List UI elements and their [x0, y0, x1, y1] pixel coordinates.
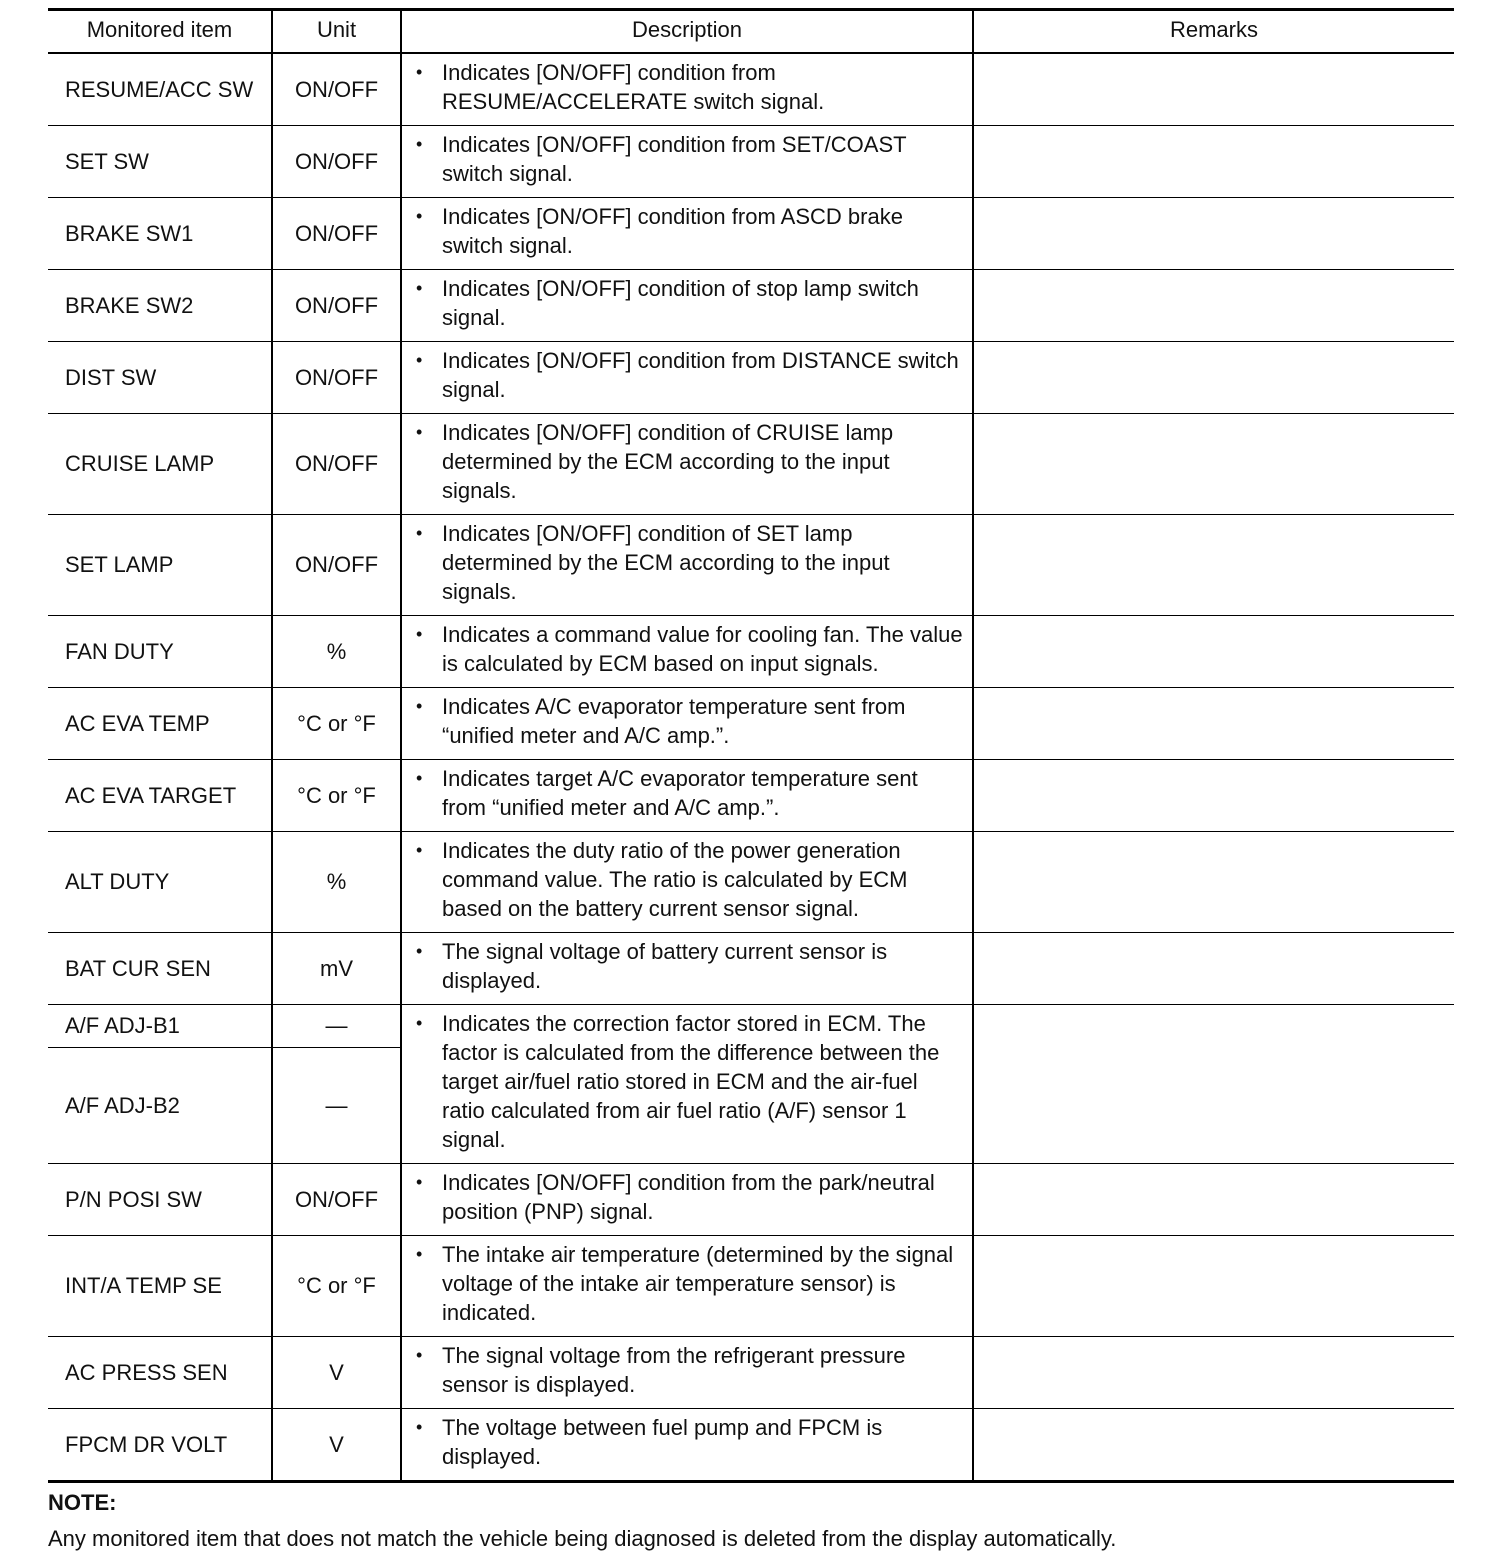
- unit-cell: —: [272, 1047, 401, 1163]
- bullet-icon: •: [416, 349, 423, 370]
- item-cell: INT/A TEMP SE: [48, 1235, 272, 1336]
- remarks-cell: [973, 125, 1454, 197]
- bullet-icon: •: [416, 1416, 423, 1437]
- item-cell: SET SW: [48, 125, 272, 197]
- item-cell: BRAKE SW2: [48, 269, 272, 341]
- unit-cell: mV: [272, 932, 401, 1004]
- remarks-cell: [973, 197, 1454, 269]
- remarks-cell: [973, 1336, 1454, 1408]
- bullet-icon: •: [416, 277, 423, 298]
- bullet-icon: •: [416, 1171, 423, 1192]
- unit-cell: %: [272, 615, 401, 687]
- table-row: [48, 341, 1454, 413]
- description-text: Indicates [ON/OFF] condition from RESUME/ACCELERATE switch signal.: [442, 59, 825, 114]
- remarks-cell: [973, 687, 1454, 759]
- bullet-icon: •: [416, 839, 423, 860]
- unit-cell: ON/OFF: [272, 413, 401, 514]
- unit-cell: ON/OFF: [272, 514, 401, 615]
- item-cell: AC PRESS SEN: [48, 1336, 272, 1408]
- unit-cell: ON/OFF: [272, 53, 401, 126]
- bullet-icon: •: [416, 940, 423, 961]
- description-text: Indicates [ON/OFF] condition of CRUISE lamp determined by the ECM according to the input signals.: [442, 419, 894, 503]
- table-row: [48, 53, 1454, 126]
- description-text: Indicates [ON/OFF] condition of SET lamp determined by the ECM according to the input signals.: [442, 520, 890, 604]
- unit-cell: ON/OFF: [272, 125, 401, 197]
- table-row: [48, 1163, 1454, 1235]
- description-text: Indicates [ON/OFF] condition from the park/neutral position (PNP) signal.: [442, 1169, 935, 1224]
- description-text: Indicates target A/C evaporator temperature sent from “unified meter and A/C amp.”.: [442, 765, 918, 820]
- unit-cell: ON/OFF: [272, 197, 401, 269]
- unit-cell: °C or °F: [272, 687, 401, 759]
- unit-cell: °C or °F: [272, 1235, 401, 1336]
- note-section: [48, 1489, 1454, 1553]
- unit-cell: ON/OFF: [272, 341, 401, 413]
- table-row: [48, 269, 1454, 341]
- item-cell: BRAKE SW1: [48, 197, 272, 269]
- description-text: Indicates A/C evaporator temperature sent from “unified meter and A/C amp.”.: [442, 693, 906, 748]
- bullet-icon: •: [416, 623, 423, 644]
- item-cell: FAN DUTY: [48, 615, 272, 687]
- remarks-cell: [973, 615, 1454, 687]
- item-cell: FPCM DR VOLT: [48, 1408, 272, 1481]
- table-row: [48, 759, 1454, 831]
- header-monitored-item: Monitored item: [48, 10, 272, 53]
- description-cell: [401, 514, 973, 615]
- item-cell: DIST SW: [48, 341, 272, 413]
- table-row: [48, 514, 1454, 615]
- bullet-icon: •: [416, 61, 423, 82]
- description-text: Indicates a command value for cooling fan. The value is calculated by ECM based on input signals.: [442, 621, 963, 676]
- description-text: The signal voltage of battery current sensor is displayed.: [442, 938, 888, 993]
- unit-cell: °C or °F: [272, 759, 401, 831]
- description-cell: [401, 413, 973, 514]
- description-cell: [401, 759, 973, 831]
- item-cell: A/F ADJ-B1: [48, 1004, 272, 1047]
- remarks-cell: [973, 514, 1454, 615]
- bullet-icon: •: [416, 522, 423, 543]
- unit-cell: —: [272, 1004, 401, 1047]
- item-cell: ALT DUTY: [48, 831, 272, 932]
- description-text: Indicates [ON/OFF] condition of stop lamp switch signal.: [442, 275, 919, 330]
- description-cell: [401, 341, 973, 413]
- bullet-icon: •: [416, 695, 423, 716]
- description-cell: [401, 269, 973, 341]
- note-body: Any monitored item that does not match the vehicle being diagnosed is deleted from the display automatically.: [48, 1525, 1117, 1551]
- description-text: The signal voltage from the refrigerant pressure sensor is displayed.: [442, 1342, 906, 1397]
- remarks-cell: [973, 1004, 1454, 1163]
- header-description: Description: [401, 10, 973, 53]
- table-row: [48, 932, 1454, 1004]
- table-row: [48, 197, 1454, 269]
- remarks-cell: [973, 932, 1454, 1004]
- unit-cell: ON/OFF: [272, 1163, 401, 1235]
- table-row: [48, 1408, 1454, 1481]
- unit-cell: V: [272, 1336, 401, 1408]
- table-row: [48, 687, 1454, 759]
- description-text: Indicates [ON/OFF] condition from ASCD brake switch signal.: [442, 203, 903, 258]
- description-cell: [401, 1336, 973, 1408]
- remarks-cell: [973, 413, 1454, 514]
- item-cell: SET LAMP: [48, 514, 272, 615]
- bullet-icon: •: [416, 1243, 423, 1264]
- description-cell: [401, 53, 973, 126]
- table-row: [48, 615, 1454, 687]
- description-cell: [401, 1163, 973, 1235]
- item-cell: P/N POSI SW: [48, 1163, 272, 1235]
- description-cell: [401, 125, 973, 197]
- item-cell: A/F ADJ-B2: [48, 1047, 272, 1163]
- description-cell: [401, 1004, 973, 1163]
- header-remarks: Remarks: [973, 10, 1454, 53]
- bullet-icon: •: [416, 1344, 423, 1365]
- description-cell: [401, 687, 973, 759]
- item-cell: AC EVA TEMP: [48, 687, 272, 759]
- table-row: [48, 1004, 1454, 1047]
- description-text: The voltage between fuel pump and FPCM is displayed.: [442, 1414, 883, 1469]
- remarks-cell: [973, 759, 1454, 831]
- description-cell: [401, 197, 973, 269]
- description-text: Indicates [ON/OFF] condition from DISTANCE switch signal.: [442, 347, 959, 402]
- document-page: [48, 0, 1454, 1553]
- item-cell: CRUISE LAMP: [48, 413, 272, 514]
- description-text: Indicates the duty ratio of the power generation command value. The ratio is calculated by ECM based on the battery current sensor signal.: [442, 837, 908, 921]
- bullet-icon: •: [416, 133, 423, 154]
- table-row: [48, 831, 1454, 932]
- description-text: Indicates [ON/OFF] condition from SET/COAST switch signal.: [442, 131, 907, 186]
- description-cell: [401, 615, 973, 687]
- remarks-cell: [973, 831, 1454, 932]
- unit-cell: %: [272, 831, 401, 932]
- table-header-row: [48, 10, 1454, 53]
- header-unit: Unit: [272, 10, 401, 53]
- remarks-cell: [973, 269, 1454, 341]
- table-row: [48, 413, 1454, 514]
- item-cell: BAT CUR SEN: [48, 932, 272, 1004]
- description-cell: [401, 831, 973, 932]
- unit-cell: V: [272, 1408, 401, 1481]
- remarks-cell: [973, 1163, 1454, 1235]
- description-cell: [401, 1235, 973, 1336]
- bullet-icon: •: [416, 205, 423, 226]
- remarks-cell: [973, 341, 1454, 413]
- unit-cell: ON/OFF: [272, 269, 401, 341]
- description-cell: [401, 932, 973, 1004]
- remarks-cell: [973, 53, 1454, 126]
- table-row: [48, 125, 1454, 197]
- table-row: [48, 1235, 1454, 1336]
- item-cell: AC EVA TARGET: [48, 759, 272, 831]
- remarks-cell: [973, 1235, 1454, 1336]
- bullet-icon: •: [416, 421, 423, 442]
- description-cell: [401, 1408, 973, 1481]
- monitored-items-table: [48, 8, 1454, 1483]
- bullet-icon: •: [416, 1012, 423, 1033]
- note-title: NOTE:: [48, 1489, 117, 1515]
- item-cell: RESUME/ACC SW: [48, 53, 272, 126]
- remarks-cell: [973, 1408, 1454, 1481]
- table-row: [48, 1336, 1454, 1408]
- description-text: The intake air temperature (determined by the signal voltage of the intake air temperature sensor) is indicated.: [442, 1241, 954, 1325]
- description-text: Indicates the correction factor stored in ECM. The factor is calculated from the difference between the target air/fuel ratio stored in ECM and the air-fuel ratio calculated from air fuel ratio (A/F) sensor 1 signal.: [442, 1010, 940, 1152]
- bullet-icon: •: [416, 767, 423, 788]
